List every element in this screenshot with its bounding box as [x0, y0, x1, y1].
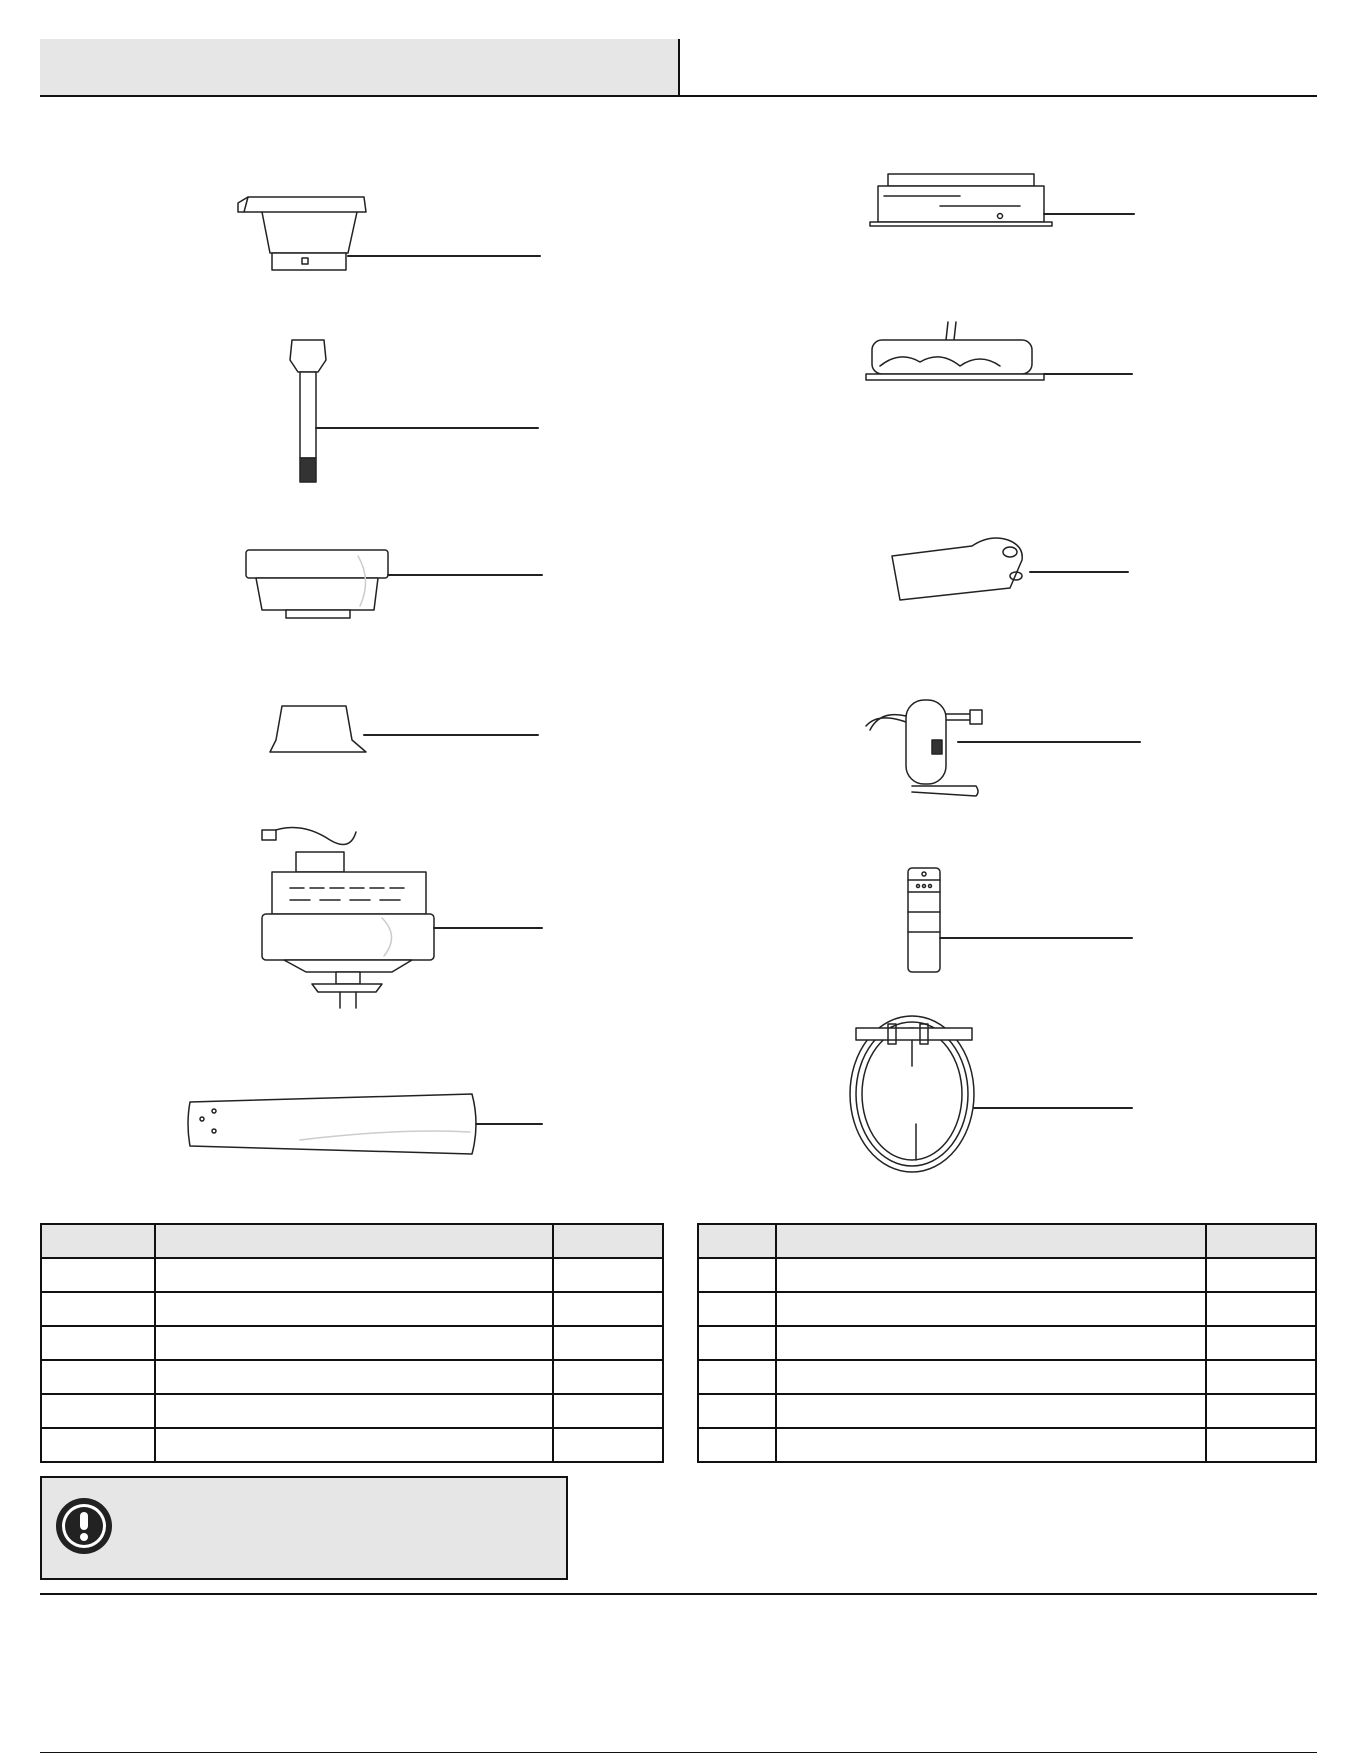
table-cell — [776, 1428, 1207, 1462]
table-row — [41, 1258, 663, 1292]
table-row — [698, 1360, 1316, 1394]
led-light-kit-figure — [866, 322, 1132, 380]
table-header-row — [41, 1224, 663, 1258]
receiver-figure — [866, 700, 1140, 796]
table-cell — [155, 1428, 554, 1462]
table-row — [41, 1428, 663, 1462]
table-cell — [1206, 1394, 1316, 1428]
parts-table-right — [697, 1223, 1317, 1463]
table-header-row — [698, 1224, 1316, 1258]
table-row — [698, 1326, 1316, 1360]
table-row — [698, 1428, 1316, 1462]
canopy-cover-figure — [270, 706, 538, 752]
extension-wire-figure — [850, 1016, 1132, 1172]
exclamation-icon — [54, 1496, 114, 1556]
table-cell — [41, 1292, 155, 1326]
table-cell — [698, 1258, 776, 1292]
footer-rule — [40, 1593, 1317, 1595]
column-header-quantity — [1206, 1224, 1316, 1258]
table-cell — [553, 1394, 663, 1428]
table-cell — [1206, 1326, 1316, 1360]
downrod-figure — [290, 340, 538, 482]
table-cell — [1206, 1360, 1316, 1394]
table-cell — [41, 1428, 155, 1462]
blade-arm-figure — [892, 538, 1128, 600]
parts-table-left — [40, 1223, 664, 1463]
table-cell — [776, 1292, 1207, 1326]
table-cell — [776, 1394, 1207, 1428]
remote-control-figure — [908, 868, 1132, 972]
table-cell — [1206, 1428, 1316, 1462]
column-header-description — [776, 1224, 1207, 1258]
table-cell — [776, 1258, 1207, 1292]
column-header-part — [41, 1224, 155, 1258]
table-row — [41, 1360, 663, 1394]
blade-figure — [188, 1094, 542, 1154]
table-row — [41, 1394, 663, 1428]
light-kit-plate-figure — [870, 174, 1134, 226]
table-row — [41, 1292, 663, 1326]
table-row — [698, 1292, 1316, 1326]
table-row — [698, 1258, 1316, 1292]
table-cell — [698, 1326, 776, 1360]
canopy-figure — [246, 550, 542, 618]
table-cell — [553, 1428, 663, 1462]
table-cell — [553, 1292, 663, 1326]
column-header-description — [155, 1224, 554, 1258]
table-cell — [1206, 1258, 1316, 1292]
table-cell — [553, 1360, 663, 1394]
ceiling-bracket-figure — [238, 197, 540, 270]
table-cell — [155, 1292, 554, 1326]
table-cell — [698, 1360, 776, 1394]
table-cell — [41, 1326, 155, 1360]
table-cell — [155, 1394, 554, 1428]
table-cell — [41, 1258, 155, 1292]
table-cell — [776, 1360, 1207, 1394]
column-header-quantity — [553, 1224, 663, 1258]
table-row — [698, 1394, 1316, 1428]
table-cell — [698, 1428, 776, 1462]
table-cell — [155, 1258, 554, 1292]
table-cell — [41, 1360, 155, 1394]
table-cell — [553, 1258, 663, 1292]
column-header-part — [698, 1224, 776, 1258]
table-cell — [698, 1394, 776, 1428]
motor-assembly-figure — [262, 828, 542, 1009]
table-cell — [41, 1394, 155, 1428]
table-cell — [698, 1292, 776, 1326]
table-cell — [553, 1326, 663, 1360]
table-cell — [155, 1326, 554, 1360]
page-bottom-rule — [40, 1752, 1317, 1753]
table-cell — [1206, 1292, 1316, 1326]
table-cell — [776, 1326, 1207, 1360]
notice-box — [40, 1476, 568, 1580]
table-row — [41, 1326, 663, 1360]
table-cell — [155, 1360, 554, 1394]
